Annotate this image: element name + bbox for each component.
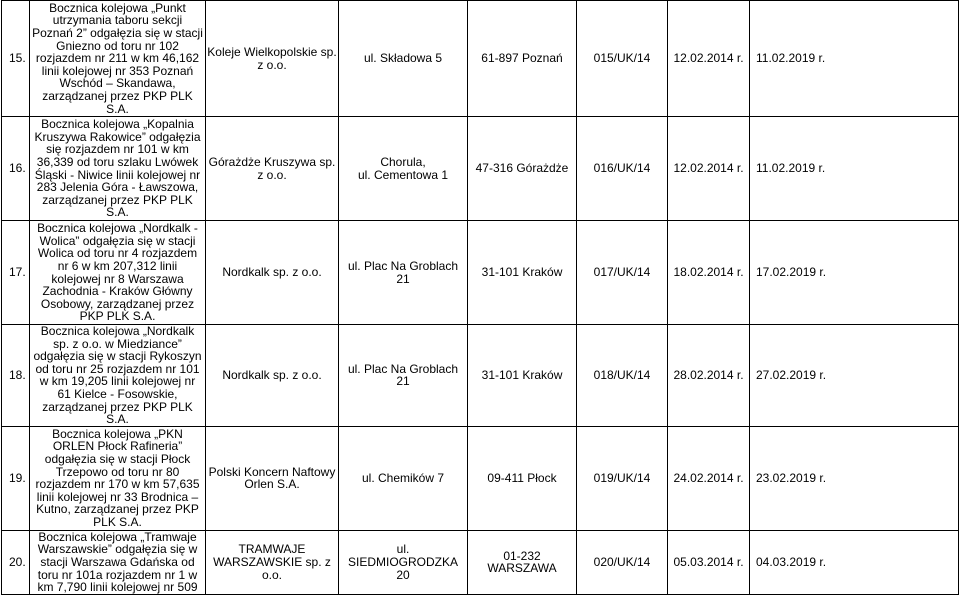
issue-date: 28.02.2014 r.	[668, 325, 750, 427]
expiry-date: 04.03.2019 r.	[750, 530, 959, 594]
table-row	[2, 426, 959, 530]
certificate-number: 017/UK/14	[577, 221, 668, 325]
issue-date: 18.02.2014 r.	[668, 221, 750, 325]
operator-name: Górażdże Kruszywa sp. z o.o.	[206, 117, 339, 221]
row-number: 20.	[2, 530, 30, 594]
row-number: 19.	[2, 426, 30, 530]
operator-name: TRAMWAJE WARSZAWSKIE sp. z o.o.	[206, 530, 339, 594]
operator-postal-city: 09-411 Płock	[468, 426, 577, 530]
operator-name: Polski Koncern Naftowy Orlen S.A.	[206, 426, 339, 530]
expiry-date: 23.02.2019 r.	[750, 426, 959, 530]
operator-name: Koleje Wielkopolskie sp. z o.o.	[206, 1, 339, 117]
registry-table	[1, 0, 959, 595]
row-number: 17.	[2, 221, 30, 325]
expiry-date: 11.02.2019 r.	[750, 1, 959, 117]
table-row	[2, 117, 959, 221]
operator-street: Chorula, ul. Cementowa 1	[339, 117, 468, 221]
table-row	[2, 325, 959, 427]
siding-description: Bocznica kolejowa „Punkt utrzymania taboru sekcji Poznań 2” odgałęzia się w stacji Gniezno od toru nr 102 rozjazdem nr 211 w km 46,162 linii kolejowej nr 353 Poznań Wschód – Skandawa, zarządzanej przez PKP PLK S.A.	[30, 1, 206, 117]
siding-description: Bocznica kolejowa „Nordkalk sp. z o.o. w Miedziance” odgałęzia się w stacji Rykoszyn od toru nr 25 rozjazdem nr 101 w km 19,205 linii kolejowej nr 61 Kielce - Fosowskie, zarządzanej przez PKP PLK S.A.	[30, 325, 206, 427]
siding-description: Bocznica kolejowa „Kopalnia Kruszywa Rakowice” odgałęzia się rozjazdem nr 101 w km 36,339 od toru szlaku Lwówek Śląski - Niwice linii kolejowej nr 283 Jelenia Góra - Ławszowa, zarządzanej przez PKP PLK S.A.	[30, 117, 206, 221]
operator-postal-city: 61-897 Poznań	[468, 1, 577, 117]
issue-date: 05.03.2014 r.	[668, 530, 750, 594]
operator-postal-city: 31-101 Kraków	[468, 221, 577, 325]
issue-date: 12.02.2014 r.	[668, 117, 750, 221]
issue-date: 24.02.2014 r.	[668, 426, 750, 530]
siding-description: Bocznica kolejowa „Nordkalk - Wolica” odgałęzia się w stacji Wolica od toru nr 4 rozjazdem nr 6 w km 207,312 linii kolejowej nr 8 Warszawa Zachodnia - Kraków Główny Osobowy, zarządzanej przez PKP PLK S.A.	[30, 221, 206, 325]
row-number: 15.	[2, 1, 30, 117]
operator-postal-city: 47-316 Górażdże	[468, 117, 577, 221]
siding-description: Bocznica kolejowa „PKN ORLEN Płock Rafineria” odgałęzia się w stacji Płock Trzepowo od toru nr 80 rozjazdem nr 170 w km 57,635 linii kolejowej nr 33 Brodnica – Kutno, zarządzanej przez PKP PLK S.A.	[30, 426, 206, 530]
operator-name: Nordkalk sp. z o.o.	[206, 325, 339, 427]
operator-street: ul. Plac Na Groblach 21	[339, 325, 468, 427]
expiry-date: 17.02.2019 r.	[750, 221, 959, 325]
operator-postal-city: 01-232 WARSZAWA	[468, 530, 577, 594]
operator-street: ul. Plac Na Groblach 21	[339, 221, 468, 325]
operator-street: ul. SIEDMIOGRODZKA 20	[339, 530, 468, 594]
row-number: 18.	[2, 325, 30, 427]
issue-date: 12.02.2014 r.	[668, 1, 750, 117]
table-row	[2, 221, 959, 325]
operator-street: ul. Składowa 5	[339, 1, 468, 117]
siding-description: Bocznica kolejowa „Tramwaje Warszawskie” odgałęzia się w stacji Warszawa Gdańska od toru nr 101a rozjazdem nr 1 w km 7,790 linii kolejowej nr 509	[30, 530, 206, 594]
certificate-number: 015/UK/14	[577, 1, 668, 117]
certificate-number: 020/UK/14	[577, 530, 668, 594]
expiry-date: 27.02.2019 r.	[750, 325, 959, 427]
operator-postal-city: 31-101 Kraków	[468, 325, 577, 427]
operator-street: ul. Chemików 7	[339, 426, 468, 530]
certificate-number: 018/UK/14	[577, 325, 668, 427]
row-number: 16.	[2, 117, 30, 221]
table-row	[2, 1, 959, 117]
certificate-number: 016/UK/14	[577, 117, 668, 221]
operator-name: Nordkalk sp. z o.o.	[206, 221, 339, 325]
expiry-date: 11.02.2019 r.	[750, 117, 959, 221]
certificate-number: 019/UK/14	[577, 426, 668, 530]
table-row	[2, 530, 959, 594]
